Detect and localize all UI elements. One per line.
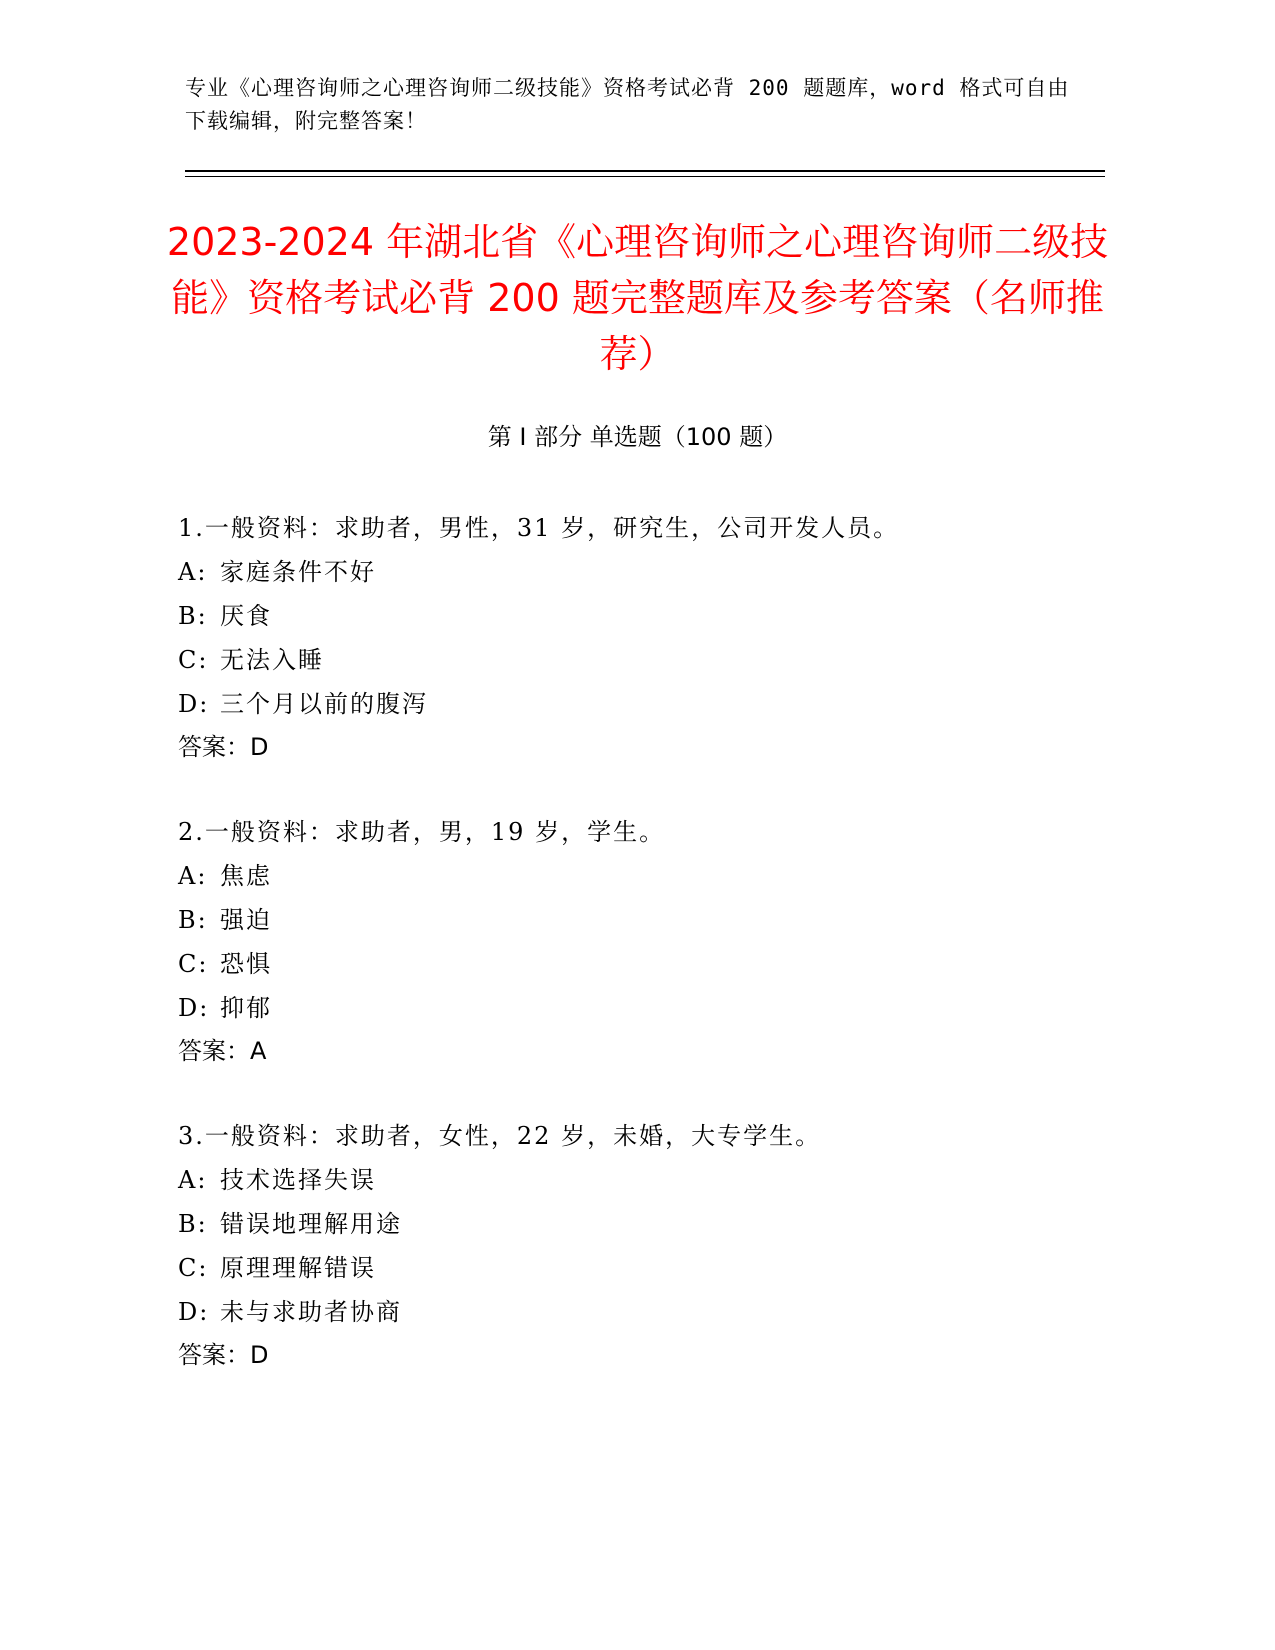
option-d — [178, 986, 1118, 1030]
option-letter: B: — [178, 602, 208, 630]
option-c — [178, 942, 1118, 986]
question-stem: 1.一般资料：求助者，男性，31 岁，研究生，公司开发人员。 — [178, 514, 900, 542]
option-text: 抑郁 — [220, 994, 272, 1022]
option-text: 恐惧 — [220, 950, 272, 978]
option-b — [178, 898, 1118, 942]
question-item — [178, 810, 1118, 1072]
option-b — [178, 594, 1118, 638]
option-b — [178, 1202, 1118, 1246]
option-letter: B: — [178, 906, 208, 934]
option-letter: A: — [178, 1166, 208, 1194]
option-a — [178, 854, 1118, 898]
option-text: 厌食 — [220, 602, 272, 630]
option-text: 未与求助者协商 — [220, 1298, 402, 1326]
option-a — [178, 1158, 1118, 1202]
question-stem: 3.一般资料：求助者，女性，22 岁，未婚，大专学生。 — [178, 1122, 822, 1150]
option-d — [178, 682, 1118, 726]
option-text: 技术选择失误 — [220, 1166, 376, 1194]
section-title: 第 I 部分 单选题（100 题） — [487, 423, 788, 451]
option-c — [178, 1246, 1118, 1290]
option-letter: C: — [178, 1254, 209, 1282]
answer-line: 答案：A — [178, 1037, 267, 1065]
option-c — [178, 638, 1118, 682]
option-text: 家庭条件不好 — [220, 558, 376, 586]
question-list — [178, 506, 1118, 1418]
header-note: 专业《心理咨询师之心理咨询师二级技能》资格考试必背 200 题题库，word 格式可自由下载编辑，附完整答案！ — [185, 76, 1070, 133]
option-letter: D: — [178, 690, 210, 718]
header-rule-thin — [185, 176, 1105, 177]
option-letter: D: — [178, 994, 210, 1022]
option-letter: D: — [178, 1298, 210, 1326]
option-d — [178, 1290, 1118, 1334]
option-text: 三个月以前的腹泻 — [220, 690, 428, 718]
option-text: 强迫 — [220, 906, 272, 934]
option-text: 错误地理解用途 — [220, 1210, 402, 1238]
option-letter: C: — [178, 646, 209, 674]
header-rule-thick — [185, 170, 1105, 172]
option-letter: A: — [178, 862, 208, 890]
option-text: 焦虑 — [220, 862, 272, 890]
option-text: 原理理解错误 — [220, 1254, 376, 1282]
option-text: 无法入睡 — [220, 646, 324, 674]
option-a — [178, 550, 1118, 594]
question-item — [178, 506, 1118, 768]
question-item — [178, 1114, 1118, 1376]
answer-line: 答案：D — [178, 1341, 269, 1369]
question-stem: 2.一般资料：求助者，男，19 岁，学生。 — [178, 818, 666, 846]
option-letter: A: — [178, 558, 208, 586]
document-title: 2023-2024 年湖北省《心理咨询师之心理咨询师二级技能》资格考试必背 200 题完整题库及参考答案（名师推荐） — [166, 220, 1109, 376]
option-letter: B: — [178, 1210, 208, 1238]
option-letter: C: — [178, 950, 209, 978]
answer-line: 答案：D — [178, 733, 269, 761]
